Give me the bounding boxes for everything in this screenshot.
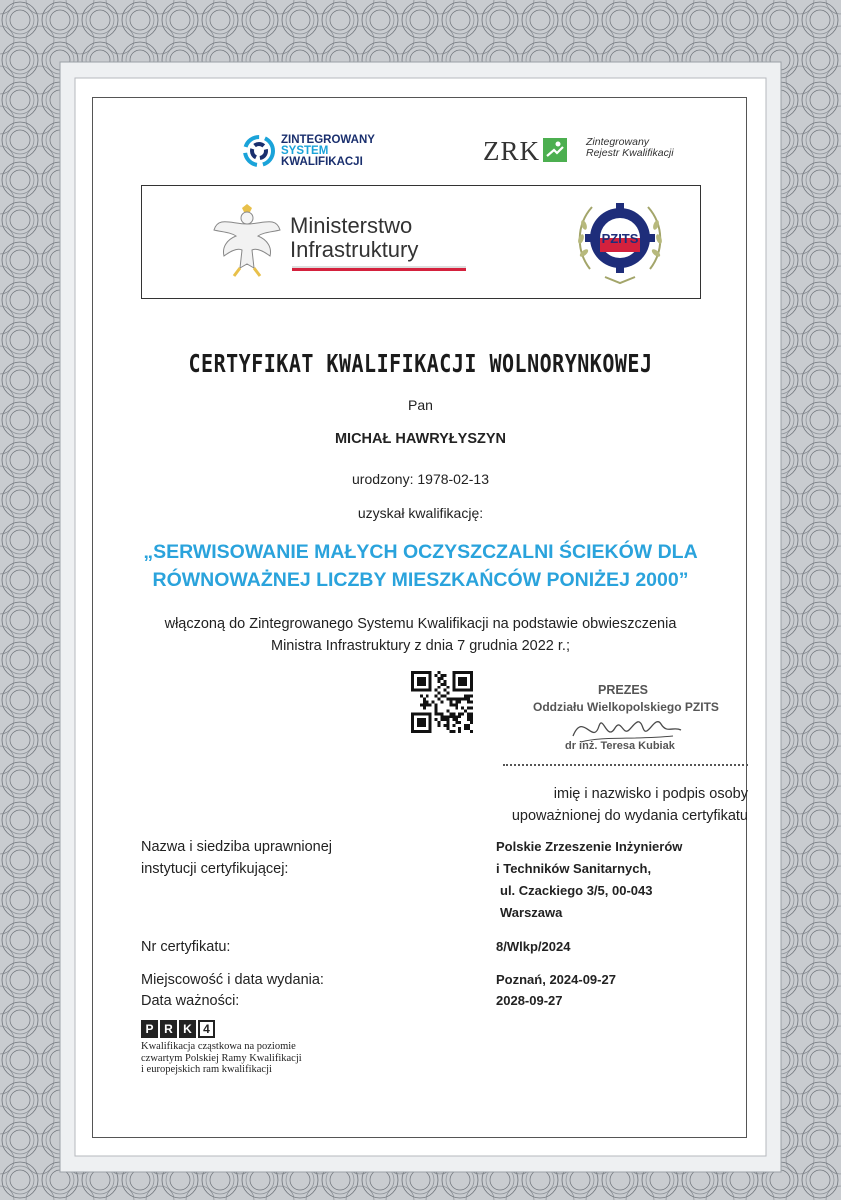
- stamp-name: dr inż. Teresa Kubiak: [565, 740, 675, 752]
- zrk-full-line-2: Rejestr Kwalifikacji: [586, 147, 674, 159]
- qualification-name: [93, 538, 748, 594]
- prk-text-line-1: Kwalifikacja cząstkowa na poziomie: [141, 1041, 296, 1052]
- qualification-line-2: RÓWNOWAŻNEJ LICZBY MIESZKAŃCÓW PONIŻEJ 2000”: [152, 569, 689, 591]
- basis-line-2: Ministra Infrastruktury z dnia 7 grudnia 2022 r.;: [270, 638, 570, 654]
- validity-value: 2028-09-27: [496, 993, 563, 1008]
- zrk-abbrev: ZRK: [483, 136, 540, 166]
- prk-text-line-3: i europejskich ram kwalifikacji: [141, 1064, 272, 1075]
- prk-level: 4: [198, 1020, 215, 1038]
- zrk-figure-icon: [543, 138, 567, 162]
- birth-date-line: urodzony: 1978-02-13: [352, 471, 489, 487]
- institution-value-line-3: ul. Czackiego 3/5, 00-043: [500, 883, 653, 898]
- cert-number-label: Nr certyfikatu:: [141, 939, 231, 955]
- institution-value-line-2: i Techników Sanitarnych,: [496, 861, 652, 876]
- zrk-full-line-1: Zintegrowany: [586, 136, 650, 148]
- salutation: Pan: [408, 397, 433, 413]
- logo-box: [141, 185, 701, 299]
- stamp-organization: Oddziału Wielkopolskiego PZITS: [533, 700, 719, 714]
- qualification-line-1: „SERWISOWANIE MAŁYCH OCZYSZCZALNI ŚCIEKÓW DLA: [143, 541, 698, 563]
- prk-letter-r: R: [160, 1020, 177, 1038]
- ministry-line-2: Infrastruktury: [290, 237, 419, 262]
- polish-eagle-icon: [212, 202, 282, 282]
- zsk-emblem-icon: [243, 135, 275, 167]
- prk-letter-k: K: [179, 1020, 196, 1038]
- place-date-label: Miejscowość i data wydania:: [141, 972, 324, 988]
- signature-line: [503, 764, 748, 766]
- institution-label-line-1: Nazwa i siedziba uprawnionej: [141, 839, 333, 855]
- zsk-line-3: KWALIFIKACJI: [281, 156, 363, 168]
- institution-value: [496, 836, 682, 924]
- signature-caption-line-2: upoważnionej do wydania certyfikatu: [511, 808, 748, 824]
- stamp-title: PREZES: [598, 683, 649, 697]
- validity-label: Data ważności:: [141, 993, 240, 1009]
- place-date-value: Poznań, 2024-09-27: [496, 972, 616, 987]
- prk-letter-p: P: [141, 1020, 158, 1038]
- certificate-frame: [92, 97, 747, 1138]
- prk-badge: [141, 1020, 391, 1090]
- flag-stripe: [292, 266, 466, 271]
- qr-code: [411, 671, 473, 733]
- prk-text-line-2: czwartym Polskiej Ramy Kwalifikacji: [141, 1052, 302, 1064]
- holder-name: MICHAŁ HAWRYŁYSZYN: [334, 431, 507, 447]
- institution-value-line-4: Warszawa: [500, 905, 563, 920]
- zrk-logo: [483, 136, 693, 176]
- obtained-qualification-line: uzyskał kwalifikację:: [357, 505, 484, 521]
- legal-basis: [93, 613, 748, 657]
- pzits-logo-text: PZITS: [601, 231, 639, 246]
- zsk-line-1: ZINTEGROWANY: [281, 134, 375, 146]
- certificate-title: CERTYFIKAT KWALIFIKACJI WOLNORYNKOWEJ: [188, 348, 653, 378]
- pzits-emblem-icon: [570, 191, 670, 291]
- zsk-line-2: SYSTEM: [281, 145, 329, 157]
- institution-label-line-2: instytucji certyfikującej:: [141, 861, 289, 877]
- cert-number-value: 8/Wlkp/2024: [496, 939, 571, 954]
- basis-line-1: włączoną do Zintegrowanego Systemu Kwalifikacji na podstawie obwieszczenia: [164, 616, 677, 632]
- institution-label: [141, 836, 332, 880]
- signature-caption: [453, 783, 748, 827]
- institution-value-line-1: Polskie Zrzeszenie Inżynierów: [496, 839, 683, 854]
- signature-stamp: [493, 676, 753, 771]
- zsk-logo: [243, 133, 403, 173]
- signature-caption-line-1: imię i nazwisko i podpis osoby: [553, 786, 748, 802]
- ministry-line-1: Ministerstwo: [290, 213, 413, 238]
